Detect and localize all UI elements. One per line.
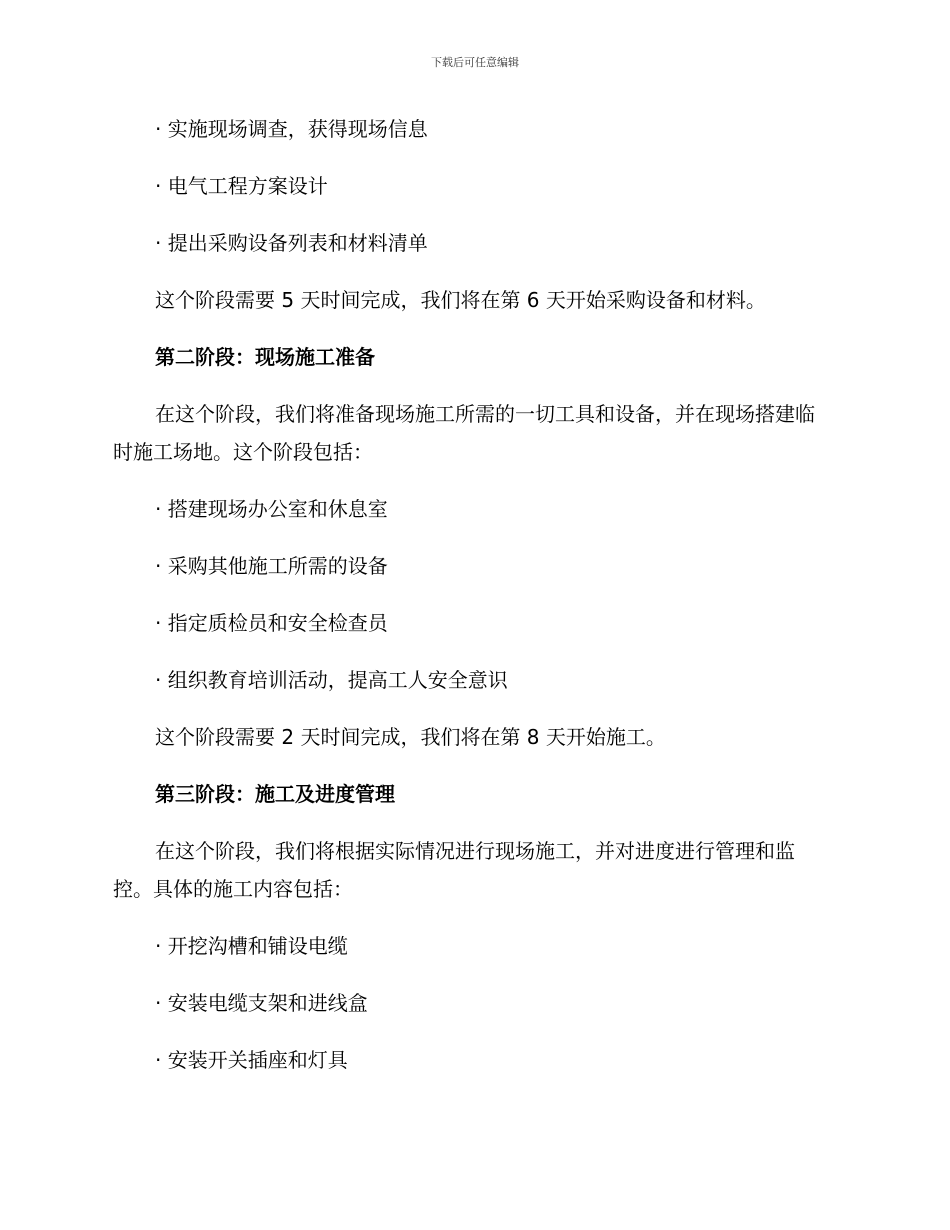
list-item: · 搭建现场办公室和休息室 [155, 497, 388, 521]
section-heading: 第三阶段：施工及进度管理 [155, 782, 395, 806]
list-item: · 开挖沟槽和铺设电缆 [155, 934, 348, 958]
list-item: · 指定质检员和安全检查员 [155, 611, 388, 635]
list-item: · 实施现场调查，获得现场信息 [155, 117, 428, 141]
list-item: · 组织教育培训活动，提高工人安全意识 [155, 668, 508, 692]
list-item: · 安装电缆支架和进线盒 [155, 991, 368, 1015]
paragraph: 在这个阶段，我们将准备现场施工所需的一切工具和设备，并在现场搭建临时施工场地。这个阶段包括： [113, 402, 815, 464]
list-item: · 提出采购设备列表和材料清单 [155, 231, 428, 255]
paragraph: 这个阶段需要 5 天时间完成，我们将在第 6 天开始采购设备和材料。 [155, 288, 766, 312]
section-heading: 第二阶段：现场施工准备 [155, 345, 375, 369]
list-item: · 电气工程方案设计 [155, 174, 328, 198]
paragraph: 在这个阶段，我们将根据实际情况进行现场施工，并对进度进行管理和监控。具体的施工内容包括： [113, 839, 795, 901]
list-item: · 安装开关插座和灯具 [155, 1048, 348, 1072]
list-item: · 采购其他施工所需的设备 [155, 554, 388, 578]
paragraph: 这个阶段需要 2 天时间完成，我们将在第 8 天开始施工。 [155, 725, 666, 749]
document-body [113, 110, 833, 1098]
page-header-note: 下载后可任意编辑 [431, 56, 519, 69]
